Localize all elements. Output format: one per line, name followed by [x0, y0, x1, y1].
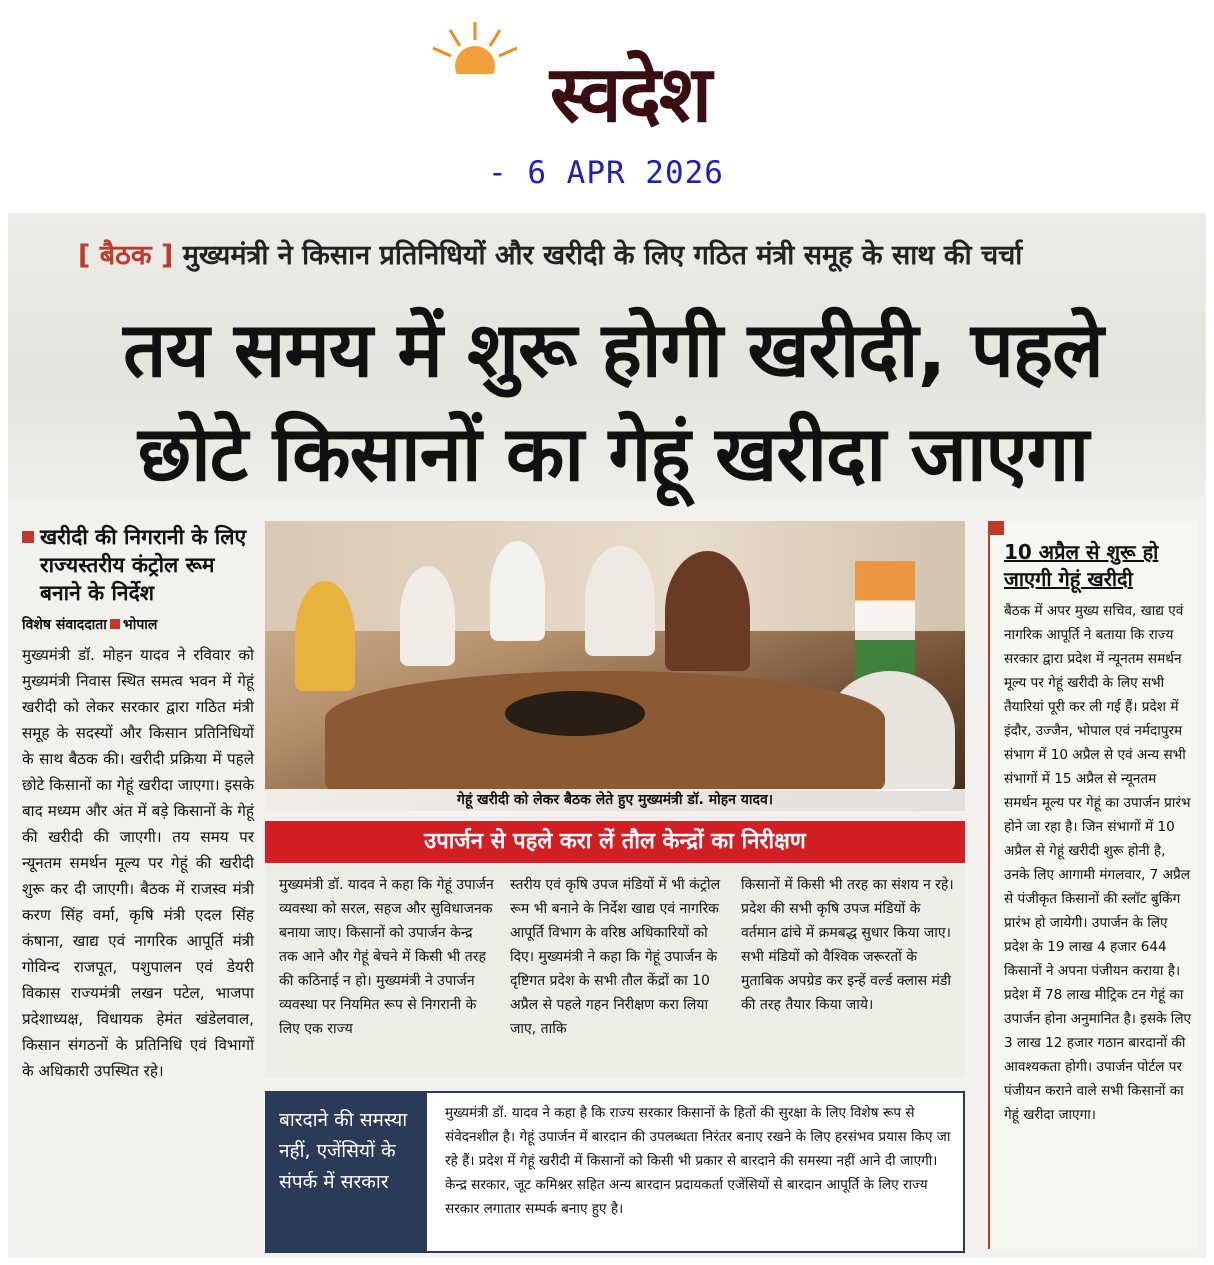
inspection-story: [265, 863, 965, 1078]
sub-headline: [22, 523, 254, 607]
meeting-photo: [265, 521, 965, 811]
byline-reporter: विशेष संवाददाता: [22, 617, 107, 633]
inspection-column-2: स्तरीय एवं कृषि उपज मंडियों में भी कंट्रोल रूम भी बनाने के निर्देश खाद्य एवं नागरिक आपूर्ति विभाग के वरिष्ठ अधिकारियों को दिए। मुख्यमंत्री ने कहा कि गेहूं उपार्जन के दृष्टिगत प्रदेश के सभी तौल केंद्रों का 10 अप्रैल से पहले गहन निरीक्षण करा लिया जाए, ताकि: [510, 877, 721, 1037]
main-headline: [18, 298, 1208, 506]
inspection-column-3: किसानों में किसी भी तरह का संशय न रहे। प्रदेश की सभी कृषि उपज मंडियों के वर्तमान ढांचे में क्रमबद्ध सुधार किया जाए। सभी मंडियों को वैश्विक जरूरतों के मुताबिक अपग्रेड कर इन्हें वर्ल्ड क्लास मंडी की तरह तैयार किया जाये।: [741, 877, 954, 1013]
person-figure: [490, 541, 545, 641]
gunny-bag-box: [265, 1091, 965, 1253]
person-figure: [400, 566, 455, 666]
clipping-date: - 6 APR 2026: [488, 155, 724, 191]
red-square-icon: [22, 531, 34, 543]
red-square-icon: [990, 521, 1004, 535]
person-figure: [585, 546, 655, 656]
gunny-box-body: मुख्यमंत्री डॉ. यादव ने कहा है कि राज्य सरकार किसानों के हितों की सुरक्षा के लिए विशेष रूप से संवेदनशील है। गेहूं उपार्जन में बारदान की उपलब्धता निरंतर बनाए रखने के लिए हरसंभव प्रयास किए जा रहे हैं। प्रदेश में गेहूं खरीदी में किसानों को किसी भी प्रकार से बारदाने की समस्या नहीं आने दी जाएगी। केन्द्र सरकार, जूट कमिश्नर सहित अन्य बारदान प्रदायकर्ता एजेंसियों से बारदान आपूर्ति के लिए राज्य सरकार लगातार सम्पर्क बनाए हुए है।: [445, 1105, 951, 1217]
masthead: [0, 0, 1214, 200]
headline-line-1: तय समय में शुरू होगी खरीदी, पहले: [123, 305, 1103, 394]
photo-caption: गेहूं खरीदी को लेकर बैठक लेते हुए मुख्यमंत्री डॉ. मोहन यादव।: [265, 789, 965, 811]
sidebar-heading: 10 अप्रैल से शुरू हो जाएगी गेहूं खरीदी: [1004, 540, 1159, 591]
byline: [22, 615, 254, 634]
sidebar-body: बैठक में अपर मुख्य सचिव, खाद्य एवं नागरिक आपूर्ति ने बताया कि राज्य सरकार द्वारा प्रदेश में न्यूनतम समर्थन मूल्य पर गेहूं खरीदी के लिए सभी तैयारियां पूरी कर ली गई हैं। प्रदेश में इंदौर, उज्जैन, भोपाल एवं नर्मदापुरम संभाग में 10 अप्रैल से एवं अन्य सभी संभागों में 15 अप्रैल से न्यूनतम समर्थन मूल्य पर गेहूं का उपार्जन प्रारंभ होने जा रहा है। जिन संभागों में 10 अप्रैल से गेहूं खरीदी शुरू होनी है, उनके लिए आगामी मंगलवार, 7 अप्रैल से पंजीकृत किसानों की स्लॉट बुकिंग प्रारंभ हो जायेगी। उपार्जन के लिए प्रदेश के 19 लाख 4 हजार 644 किसानों ने अपना पंजीयन कराया है। प्रदेश में 78 लाख मीट्रिक टन गेहूं का उपार्जन होना अनुमानित है। इसके लिए 3 लाख 12 हजार गठान बारदानों की आवश्यकता होगी। उपार्जन पोर्टल पर पंजीयन कराने वाले सभी किसानों का गेहूं खरीदा जाएगा।: [1004, 603, 1192, 1123]
sidebar-story: [988, 521, 1198, 1249]
lead-body: मुख्यमंत्री डॉ. मोहन यादव ने रविवार को मुख्यमंत्री निवास स्थित समत्व भवन में गेहूं खरीदी को लेकर सरकार द्वारा गठित मंत्री समूह के सदस्यों और किसान प्रतिनिधियों के साथ बैठक की। खरीदी प्रक्रिया में पहले छोटे किसानों का गेहूं खरीदा जाएगा। इसके बाद मध्यम और अंत में बड़े किसानों के गेहूं की खरीदी की जाएगी। तय समय पर न्यूनतम समर्थन मूल्य पर गेहूं की खरीदी शुरू कर दी जाएगी। बैठक में राजस्व मंत्री करण सिंह वर्मा, कृषि मंत्री एदल सिंह कंषाना, खाद्य एवं नागरिक आपूर्ति मंत्री गोविन्द राजपूत, पशुपालन एवं डेयरी विकास राज्यमंत्री लखन पटेल, भाजपा प्रदेशाध्यक्ष, विधायक हेमंत खंडेलवाल, किसान संगठनों के प्रतिनिधि एवं विभागों के अधिकारी उपस्थित रहे।: [22, 646, 254, 1080]
headline-line-2: छोटे किसानों का गेहूं खरीदा जाएगा: [137, 409, 1089, 498]
inspection-banner: उपार्जन से पहले करा लें तौल केन्द्रों का निरीक्षण: [265, 821, 965, 863]
sub-headline-text: खरीदी की निगरानी के लिए राज्यस्तरीय कंट्रोल रूम बनाने के निर्देश: [40, 525, 247, 605]
person-figure: [295, 581, 355, 691]
lead-story: [22, 523, 254, 1084]
inspection-column-1: मुख्यमंत्री डॉ. यादव ने कहा कि गेहूं उपार्जन व्यवस्था को सरल, सहज और सुविधाजनक बनाया जाए। किसानों को उपार्जन केन्द्र तक आने और गेहूं बेचने में किसी भी तरह की कठिनाई न हो। मुख्यमंत्री ने उपार्जन व्यवस्था पर नियमित रूप से निगरानी के लिए एक राज्य: [279, 877, 494, 1037]
person-figure: [665, 551, 750, 671]
flag-image: [855, 561, 915, 681]
news-clipping: [8, 213, 1206, 1258]
byline-location: भोपाल: [122, 617, 158, 633]
kicker: [78, 235, 1022, 272]
gunny-box-title: बारदाने की समस्या नहीं, एजेंसियों के संपर्क में सरकार: [267, 1093, 427, 1251]
red-square-icon: [110, 619, 120, 629]
kicker-tag: [ बैठक ]: [78, 240, 174, 271]
newspaper-logo: स्वदेश: [549, 49, 711, 140]
kicker-text: मुख्यमंत्री ने किसान प्रतिनिधियों और खरीदी के लिए गठित मंत्री समूह के साथ की चर्चा: [182, 240, 1023, 271]
table-center: [505, 691, 645, 736]
